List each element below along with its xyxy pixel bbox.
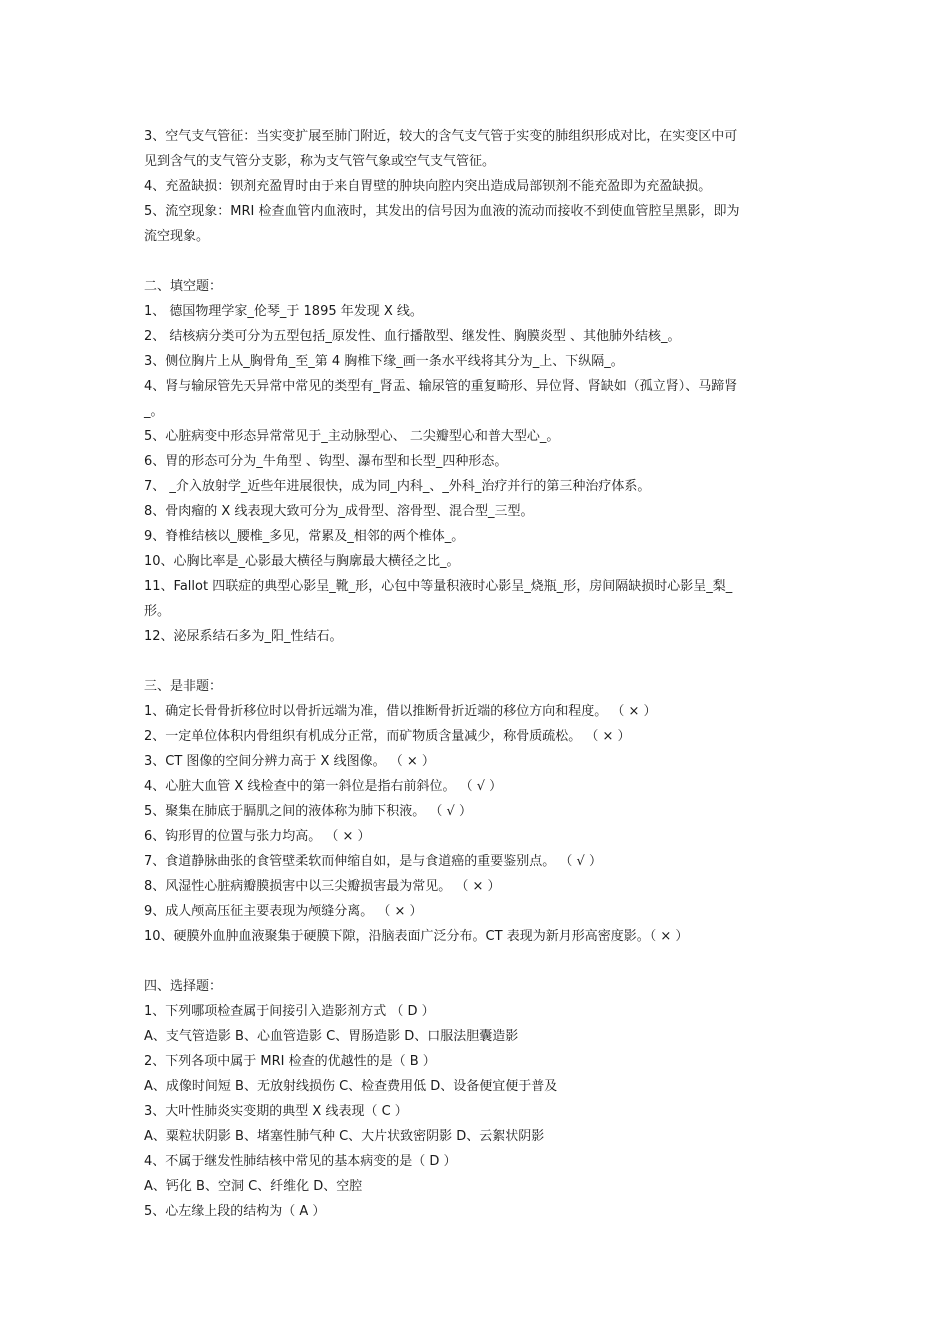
text-line: A、钙化 B、空洞 C、纤维化 D、空腔 xyxy=(144,1179,363,1194)
text-line: 4、充盈缺损：钡剂充盈胃时由于来自胃壁的肿块向腔内突出造成局部钡剂不能充盈即为充盈缺损。 xyxy=(144,179,712,194)
text-line: 7、食道静脉曲张的食管壁柔软而伸缩自如，是与食道癌的重要鉴别点。 （ √ ） xyxy=(144,854,602,869)
document-page xyxy=(144,124,810,1224)
text-line: 4、不属于继发性肺结核中常见的基本病变的是（ D ） xyxy=(144,1154,457,1169)
text-line: 9、脊椎结核以_腰椎_多见，常累及_相邻的两个椎体_。 xyxy=(144,529,465,544)
text-line: A、粟粒状阴影 B、堵塞性肺气种 C、大片状致密阴影 D、云絮状阴影 xyxy=(144,1129,545,1144)
text-line: 6、钩形胃的位置与张力均高。 （ × ） xyxy=(144,829,371,844)
section-heading: 三、是非题： xyxy=(144,679,223,694)
multiple-choice-section xyxy=(144,974,810,1224)
text-line: 5、心左缘上段的结构为（ A ） xyxy=(144,1204,326,1219)
text-line: 2、下列各项中属于 MRI 检查的优越性的是（ B ） xyxy=(144,1054,436,1069)
text-line: 3、大叶性肺炎实变期的典型 X 线表现（ C ） xyxy=(144,1104,408,1119)
text-line: 7、 _介入放射学_近些年进展很快，成为同_内科_、_外科_治疗并行的第三种治疗体系。 xyxy=(144,479,651,494)
text-line: A、成像时间短 B、无放射线损伤 C、检查费用低 D、设备便宜便于普及 xyxy=(144,1079,558,1094)
section-heading: 二、填空题： xyxy=(144,279,223,294)
text-line: 1、确定长骨骨折移位时以骨折远端为准，借以推断骨折近端的移位方向和程度。 （ × ） xyxy=(144,704,657,719)
text-line: 1、 德国物理学家_伦琴_于 1895 年发现 X 线。 xyxy=(144,304,423,319)
text-line: 12、泌尿系结石多为_阳_性结石。 xyxy=(144,629,343,644)
text-line: 6、胃的形态可分为_牛角型 、钩型、瀑布型和长型_四种形态。 xyxy=(144,454,508,469)
spacer xyxy=(144,249,810,274)
text-line: 5、心脏病变中形态异常常见于_主动脉型心、 二尖瓣型心和普大型心_。 xyxy=(144,429,560,444)
text-line: 2、 结核病分类可分为五型包括_原发性、血行播散型、继发性、胸膜炎型 、其他肺外结核_。 xyxy=(144,329,681,344)
spacer xyxy=(144,649,810,674)
text-line: 3、空气支气管征：当实变扩展至肺门附近，较大的含气支气管于实变的肺组织形成对比，在实变区中可 xyxy=(144,129,738,144)
text-line: 8、风湿性心脏病瓣膜损害中以三尖瓣损害最为常见。 （ × ） xyxy=(144,879,501,894)
text-line: 2、一定单位体积内骨组织有机成分正常，而矿物质含量减少，称骨质疏松。 （ × ） xyxy=(144,729,631,744)
text-line: 11、Fallot 四联症的典型心影呈_靴_形，心包中等量积液时心影呈_烧瓶_形，房间隔缺损时心影呈_梨_ xyxy=(144,579,733,594)
text-line: _。 xyxy=(144,404,164,419)
text-line: 3、侧位胸片上从_胸骨角_至_第 4 胸椎下缘_画一条水平线将其分为_上、下纵隔_。 xyxy=(144,354,624,369)
text-line: 形。 xyxy=(144,604,171,619)
text-line: 4、心脏大血管 X 线检查中的第一斜位是指右前斜位。 （ √ ） xyxy=(144,779,503,794)
text-line: 8、骨肉瘤的 X 线表现大致可分为_成骨型、溶骨型、混合型_三型。 xyxy=(144,504,534,519)
text-line: 1、下列哪项检查属于间接引入造影剂方式 （ D ） xyxy=(144,1004,435,1019)
text-line: 流空现象。 xyxy=(144,229,210,244)
text-line: 5、聚集在肺底于膈肌之间的液体称为肺下积液。 （ √ ） xyxy=(144,804,472,819)
text-line: 3、CT 图像的空间分辨力高于 X 线图像。 （ × ） xyxy=(144,754,435,769)
text-line: 10、硬膜外血肿血液聚集于硬膜下隙，沿脑表面广泛分布。CT 表现为新月形高密度影。（ × ） xyxy=(144,929,689,944)
text-line: 4、肾与输尿管先天异常中常见的类型有_肾盂、输尿管的重复畸形、异位肾、肾缺如（孤立肾）、马蹄肾 xyxy=(144,379,738,394)
text-line: A、支气管造影 B、心血管造影 C、胃肠造影 D、口服法胆囊造影 xyxy=(144,1029,519,1044)
text-line: 9、成人颅高压征主要表现为颅缝分离。 （ × ） xyxy=(144,904,423,919)
fill-blank-section xyxy=(144,274,810,649)
spacer xyxy=(144,949,810,974)
definitions-section xyxy=(144,124,810,249)
text-line: 10、心胸比率是_心影最大横径与胸廓最大横径之比_。 xyxy=(144,554,460,569)
true-false-section xyxy=(144,674,810,949)
text-line: 5、流空现象：MRI 检查血管内血液时，其发出的信号因为血液的流动而接收不到使血管腔呈黑影，即为 xyxy=(144,204,740,219)
section-heading: 四、选择题： xyxy=(144,979,223,994)
text-line: 见到含气的支气管分支影，称为支气管气象或空气支气管征。 xyxy=(144,154,496,169)
